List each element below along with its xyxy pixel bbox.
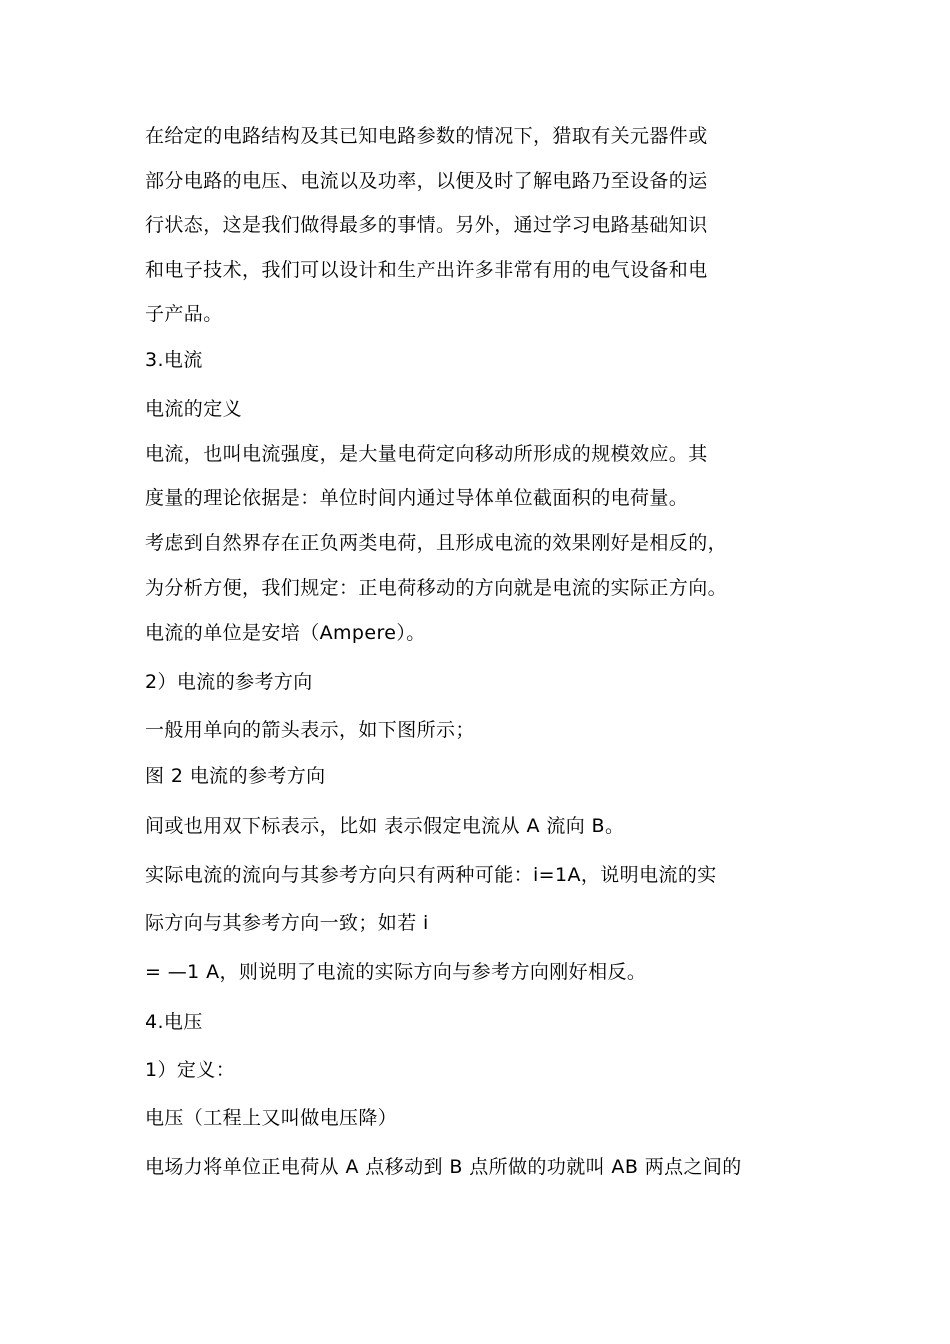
paragraph-line: 子产品。 [145,303,223,325]
paragraph-line: 度量的理论依据是：单位时间内通过导体单位截面积的电荷量。 [145,487,689,509]
subheading: 2）电流的参考方向 [145,671,313,693]
section-heading: 4.电压 [145,1011,203,1033]
paragraph-line: 电流的单位是安培（Ampere）。 [145,622,426,644]
paragraph-line: 间或也用双下标表示，比如 表示假定电流从 A 流向 B。 [145,815,625,837]
paragraph-line: 电场力将单位正电荷从 A 点移动到 B 点所做的功就叫 AB 两点之间的 [145,1156,742,1178]
paragraph-line: 考虑到自然界存在正负两类电荷，且形成电流的效果刚好是相反的， [145,532,728,554]
section-heading: 3.电流 [145,349,203,371]
paragraph-line: 电压（工程上又叫做电压降） [145,1107,398,1129]
paragraph-line: 际方向与其参考方向一致；如若 i [145,912,429,934]
subheading: 电流的定义 [145,398,243,420]
paragraph-line: 部分电路的电压、电流以及功率，以便及时了解电路乃至设备的运 [145,170,708,192]
figure-caption: 图 2 电流的参考方向 [145,765,326,787]
paragraph-line: 行状态，这是我们做得最多的事情。另外，通过学习电路基础知识 [145,214,708,236]
paragraph-line: 和电子技术，我们可以设计和生产出许多非常有用的电气设备和电 [145,259,708,281]
paragraph-line: 为分析方便，我们规定：正电荷移动的方向就是电流的实际正方向。 [145,577,728,599]
paragraph-line: 电流，也叫电流强度，是大量电荷定向移动所形成的规模效应。其 [145,443,708,465]
paragraph-line: 一般用单向的箭头表示，如下图所示； [145,719,475,741]
paragraph-line: 在给定的电路结构及其已知电路参数的情况下，猎取有关元器件或 [145,125,708,147]
subheading: 1）定义： [145,1059,236,1081]
paragraph-line: 实际电流的流向与其参考方向只有两种可能：i=1A，说明电流的实 [145,864,717,886]
paragraph-line: = —1 A，则说明了电流的实际方向与参考方向刚好相反。 [145,961,647,983]
